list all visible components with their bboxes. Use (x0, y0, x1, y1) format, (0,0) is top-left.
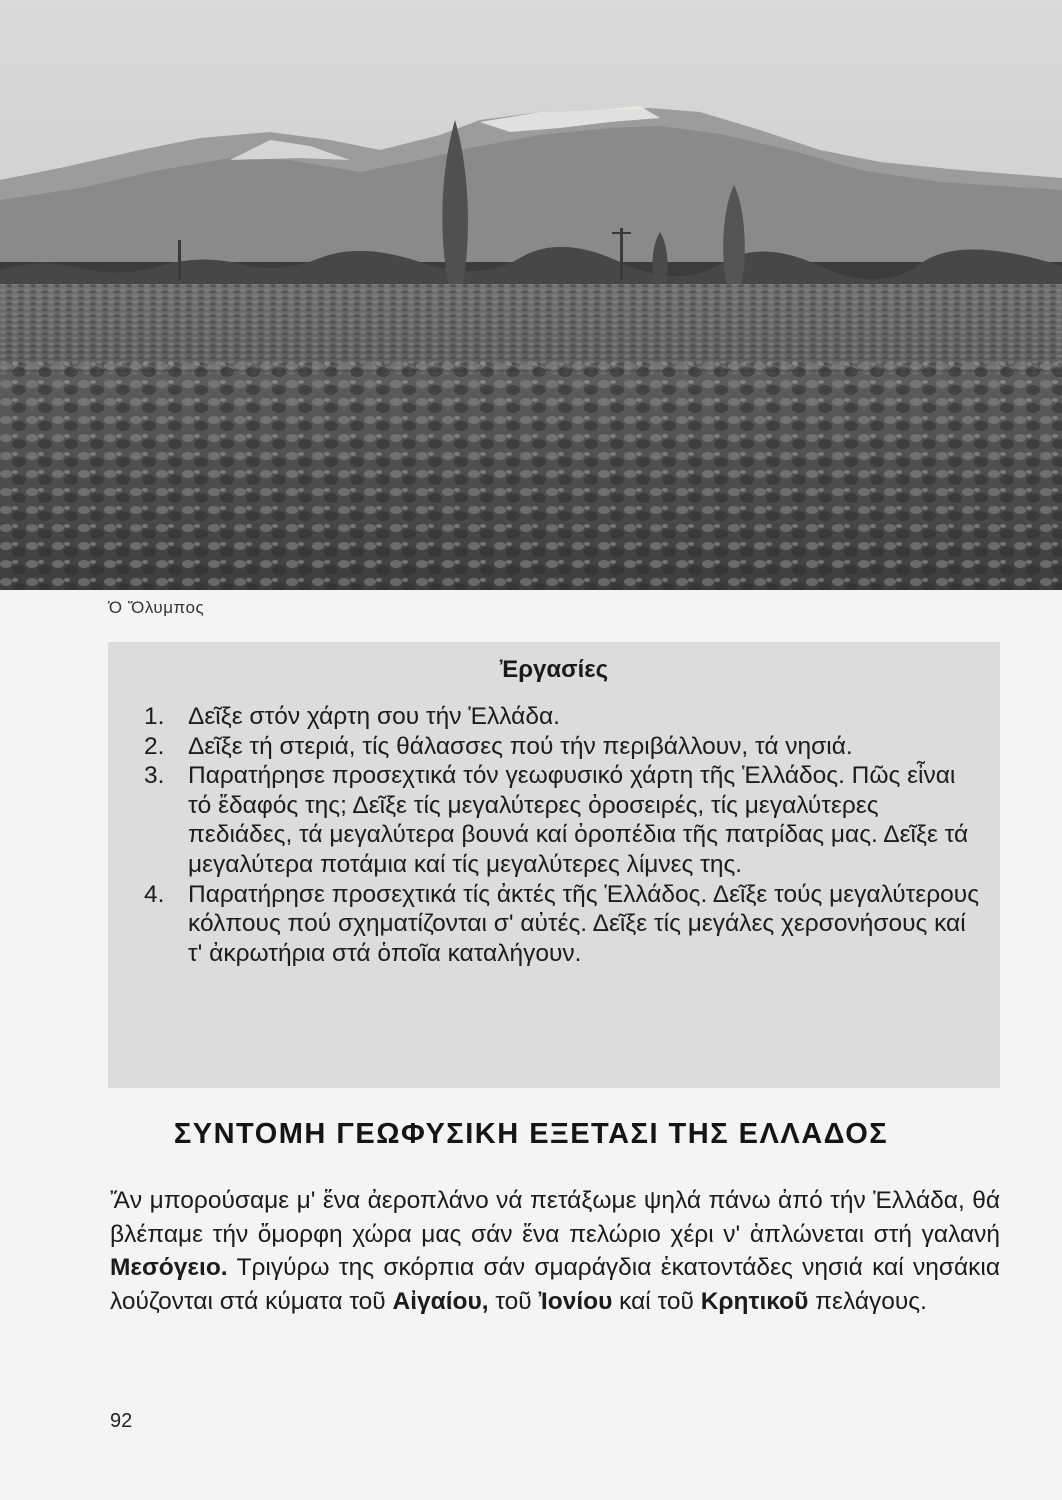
body-paragraph (110, 1184, 1000, 1318)
page-number: 92 (110, 1410, 133, 1432)
exercise-item (144, 732, 982, 762)
bold-term: Μεσόγειο. (110, 1254, 228, 1281)
exercise-number: 3. (144, 762, 165, 790)
exercises-box (108, 642, 1000, 1088)
exercises-title: Ἐργασίες (499, 656, 609, 683)
exercise-text: Παρατήρησε προσεχτικά τόν γεωφυσικό χάρτη τῆς Ἑλλάδος. Πῶς εἶναι τό ἔδαφός της; Δεῖξε τίς μεγαλύτερες ὀροσειρές, τίς μεγαλύτερες πεδιάδες, τά μεγαλύτερα βουνά καί ὀροπέδια τῆς πατρίδας μας. Δεῖξε τά μεγαλύτερα ποτάμια καί τίς μεγαλύτερες λίμνες της. (188, 762, 969, 878)
exercise-text: Δεῖξε στόν χάρτη σου τήν Ἑλλάδα. (188, 703, 560, 730)
section-heading: ΣΥΝΤΟΜΗ ΓΕΩΦΥΣΙΚΗ ΕΞΕΤΑΣΙ ΤΗΣ ΕΛΛΑΔΟΣ (173, 1118, 889, 1150)
exercise-item (144, 761, 982, 879)
exercise-number: 1. (144, 703, 165, 730)
photo-caption: Ὁ Ὄλυμπος (108, 598, 205, 617)
body-text: πελάγους. (808, 1287, 927, 1315)
olympus-photo (0, 0, 1062, 590)
exercises-list (144, 702, 982, 968)
body-text: Τριγύρω της σκόρπια σάν σμαράγδια ἑκατοντάδες νησιά καί νησάκια λούζονται στά κύματα τοῦ (110, 1254, 1000, 1315)
exercise-number: 2. (144, 732, 165, 760)
exercise-item (144, 702, 982, 732)
exercise-text: Δεῖξε τή στεριά, τίς θάλασσες πού τήν περιβάλλουν, τά νησιά. (188, 732, 853, 760)
body-text: τοῦ (488, 1287, 539, 1315)
exercise-text: Παρατήρησε προσεχτικά τίς ἀκτές τῆς Ἑλλάδος. Δεῖξε τούς μεγαλύτερους κόλπους πού σχηματίζονται σ' αὐτές. Δεῖξε τίς μεγάλες χερσονήσους καί τ' ἀκρωτήρια στά ὁποῖα καταλήγουν. (188, 880, 980, 967)
bold-term: Αἰγαίου, (392, 1287, 489, 1315)
bold-term: Κρητικοῦ (700, 1287, 809, 1315)
exercise-number: 4. (144, 880, 165, 908)
body-text: καί τοῦ (612, 1287, 701, 1315)
bold-term: Ἰονίου (538, 1287, 613, 1315)
exercise-item (144, 880, 982, 969)
body-text: Ἄν μπορούσαμε μ' ἕνα ἀεροπλάνο νά πετάξωμε ψηλά πάνω ἀπό τήν Ἑλλάδα, θά βλέπαμε τήν ὄμορφη χώρα μας σάν ἕνα πελώριο χέρι ν' ἁπλώνεται στή γαλανή (110, 1187, 1000, 1248)
